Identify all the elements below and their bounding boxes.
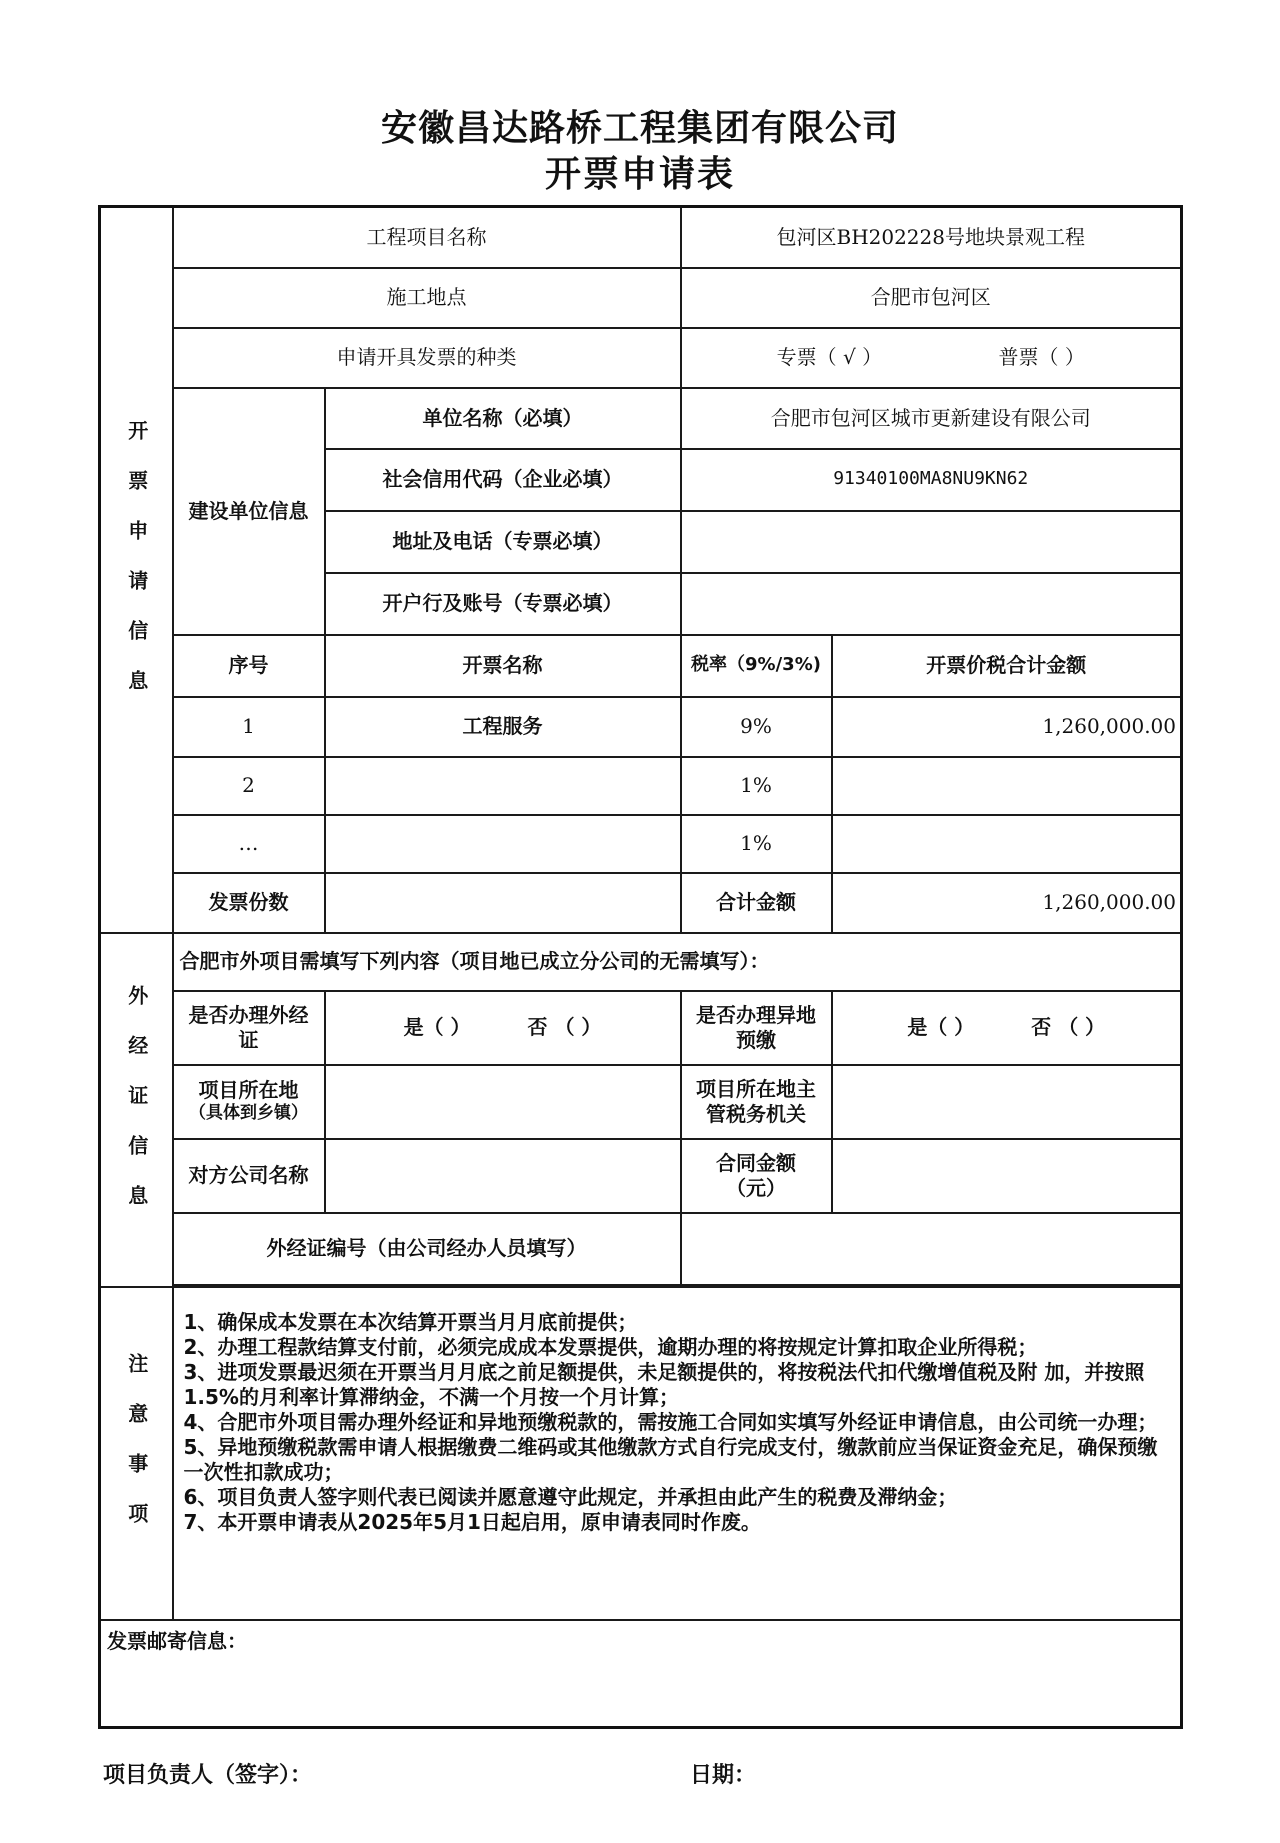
cert-question-options xyxy=(325,991,681,1065)
section-notes: 注意事项 xyxy=(100,1287,173,1620)
row-rate[interactable]: 1% xyxy=(681,815,832,873)
note-item: 1、确保成本发票在本次结算开票当月月底前提供； xyxy=(183,1309,638,1334)
row-rate[interactable]: 9% xyxy=(681,697,832,757)
normal-invoice-checkbox[interactable]: 普票（ ） xyxy=(998,345,1085,369)
invoice-count-label: 发票份数 xyxy=(173,873,325,933)
outside-instruction: 合肥市外项目需填写下列内容（项目地已成立分公司的无需填写）： xyxy=(173,933,1182,991)
signer-label: 项目负责人（签字）： xyxy=(103,1763,313,1788)
total-amount-label: 合计金额 xyxy=(681,873,832,933)
prepay-no-checkbox[interactable]: 否 （ ） xyxy=(1031,1015,1106,1039)
row-no: … xyxy=(173,815,325,873)
partner-company-value[interactable] xyxy=(325,1139,681,1213)
row-name[interactable] xyxy=(325,815,681,873)
cert-number-label: 外经证编号（由公司经办人员填写） xyxy=(173,1213,681,1285)
row-amount[interactable] xyxy=(832,757,1182,815)
builder-info-label: 建设单位信息 xyxy=(173,388,325,635)
site-label: 施工地点 xyxy=(173,268,681,328)
invoice-type-label: 申请开具发票的种类 xyxy=(173,328,681,388)
location-value[interactable] xyxy=(325,1065,681,1139)
prepay-question-label: 是否办理异地预缴 xyxy=(681,991,832,1065)
project-name-label: 工程项目名称 xyxy=(173,207,681,268)
row-no: 2 xyxy=(173,757,325,815)
prepay-question-options xyxy=(832,991,1182,1065)
note-item: 6、项目负责人签字则代表已阅读并愿意遵守此规定，并承担由此产生的税费及滞纳金； xyxy=(183,1484,958,1509)
note-item: 5、异地预缴税款需申请人根据缴费二维码或其他缴款方式自行完成支付，缴款前应当保证资金充足，确保预缴一次性扣款成功； xyxy=(183,1434,1158,1484)
note-item: 7、本开票申请表从2025年5月1日起启用，原申请表同时作废。 xyxy=(183,1509,761,1534)
unit-name-label: 单位名称（必填） xyxy=(325,388,681,449)
contract-amount-value[interactable] xyxy=(832,1139,1182,1213)
column-header-name: 开票名称 xyxy=(325,635,681,697)
tax-office-value[interactable] xyxy=(832,1065,1182,1139)
partner-company-label: 对方公司名称 xyxy=(173,1139,325,1213)
location-label-cell xyxy=(173,1065,325,1139)
project-name-value[interactable]: 包河区BH202228号地块景观工程 xyxy=(681,207,1182,268)
credit-code-value[interactable]: 91340100MA8NU9KN62 xyxy=(681,449,1182,511)
row-amount[interactable] xyxy=(832,815,1182,873)
prepay-yes-checkbox[interactable]: 是（ ） xyxy=(907,1015,975,1039)
special-invoice-checkbox[interactable]: 专票（ √ ） xyxy=(776,345,883,369)
contract-amount-label: 合同金额 xyxy=(716,1150,796,1175)
contract-amount-unit: （元） xyxy=(726,1175,786,1200)
tax-office-label: 项目所在地主管税务机关 xyxy=(681,1065,832,1139)
contract-amount-label-cell xyxy=(681,1139,832,1213)
note-item: 3、进项发票最迟须在开票当月月底之前足额提供，未足额提供的，将按税法代扣代缴增值税及附 加，并按照1.5%的月利率计算滞纳金，不满一个月按一个月计算； xyxy=(183,1359,1145,1409)
row-name[interactable] xyxy=(325,757,681,815)
table-row xyxy=(100,815,1182,873)
row-no: 1 xyxy=(173,697,325,757)
column-header-no: 序号 xyxy=(173,635,325,697)
column-header-rate: 税率（9%/3%) xyxy=(681,635,832,697)
table-row xyxy=(100,757,1182,815)
unit-name-value[interactable]: 合肥市包河区城市更新建设有限公司 xyxy=(681,388,1182,449)
form-title: 开票申请表 xyxy=(544,154,735,195)
credit-code-label: 社会信用代码（企业必填） xyxy=(325,449,681,511)
mailing-info-label: 发票邮寄信息： xyxy=(107,1628,247,1653)
address-phone-label: 地址及电话（专票必填） xyxy=(325,511,681,573)
note-item: 4、合肥市外项目需办理外经证和异地预缴税款的，需按施工合同如实填写外经证申请信息，由公司统一办理； xyxy=(183,1409,1158,1434)
cert-yes-checkbox[interactable]: 是（ ） xyxy=(403,1015,471,1039)
cert-no-checkbox[interactable]: 否 （ ） xyxy=(527,1015,602,1039)
cert-number-value[interactable] xyxy=(681,1213,1182,1285)
note-item: 2、办理工程款结算支付前，必须完成成本发票提供，逾期办理的将按规定计算扣取企业所得税； xyxy=(183,1334,1038,1359)
company-title: 安徽昌达路桥工程集团有限公司 xyxy=(380,108,899,149)
bank-account-value[interactable] xyxy=(681,573,1182,635)
row-amount[interactable]: 1,260,000.00 xyxy=(832,697,1182,757)
section-invoice-info: 开票申请信息 xyxy=(100,207,173,933)
section-outside-cert: 外经证信息 xyxy=(100,933,173,1287)
notes-list xyxy=(173,1287,1182,1620)
mailing-info[interactable] xyxy=(100,1620,1182,1728)
invoice-count-value[interactable] xyxy=(325,873,681,933)
column-header-amount: 开票价税合计金额 xyxy=(832,635,1182,697)
row-rate[interactable]: 1% xyxy=(681,757,832,815)
address-phone-value[interactable] xyxy=(681,511,1182,573)
cert-question-label: 是否办理外经证 xyxy=(173,991,325,1065)
total-amount-value[interactable]: 1,260,000.00 xyxy=(832,873,1182,933)
table-row xyxy=(100,697,1182,757)
date-label: 日期： xyxy=(690,1763,757,1788)
site-value[interactable]: 合肥市包河区 xyxy=(681,268,1182,328)
location-label: 项目所在地 xyxy=(198,1078,299,1103)
location-sublabel: （具体到乡镇） xyxy=(189,1103,308,1124)
invoice-application-table xyxy=(98,205,1183,1729)
invoice-type-options xyxy=(681,328,1182,388)
bank-account-label: 开户行及账号（专票必填） xyxy=(325,573,681,635)
row-name[interactable]: 工程服务 xyxy=(325,697,681,757)
